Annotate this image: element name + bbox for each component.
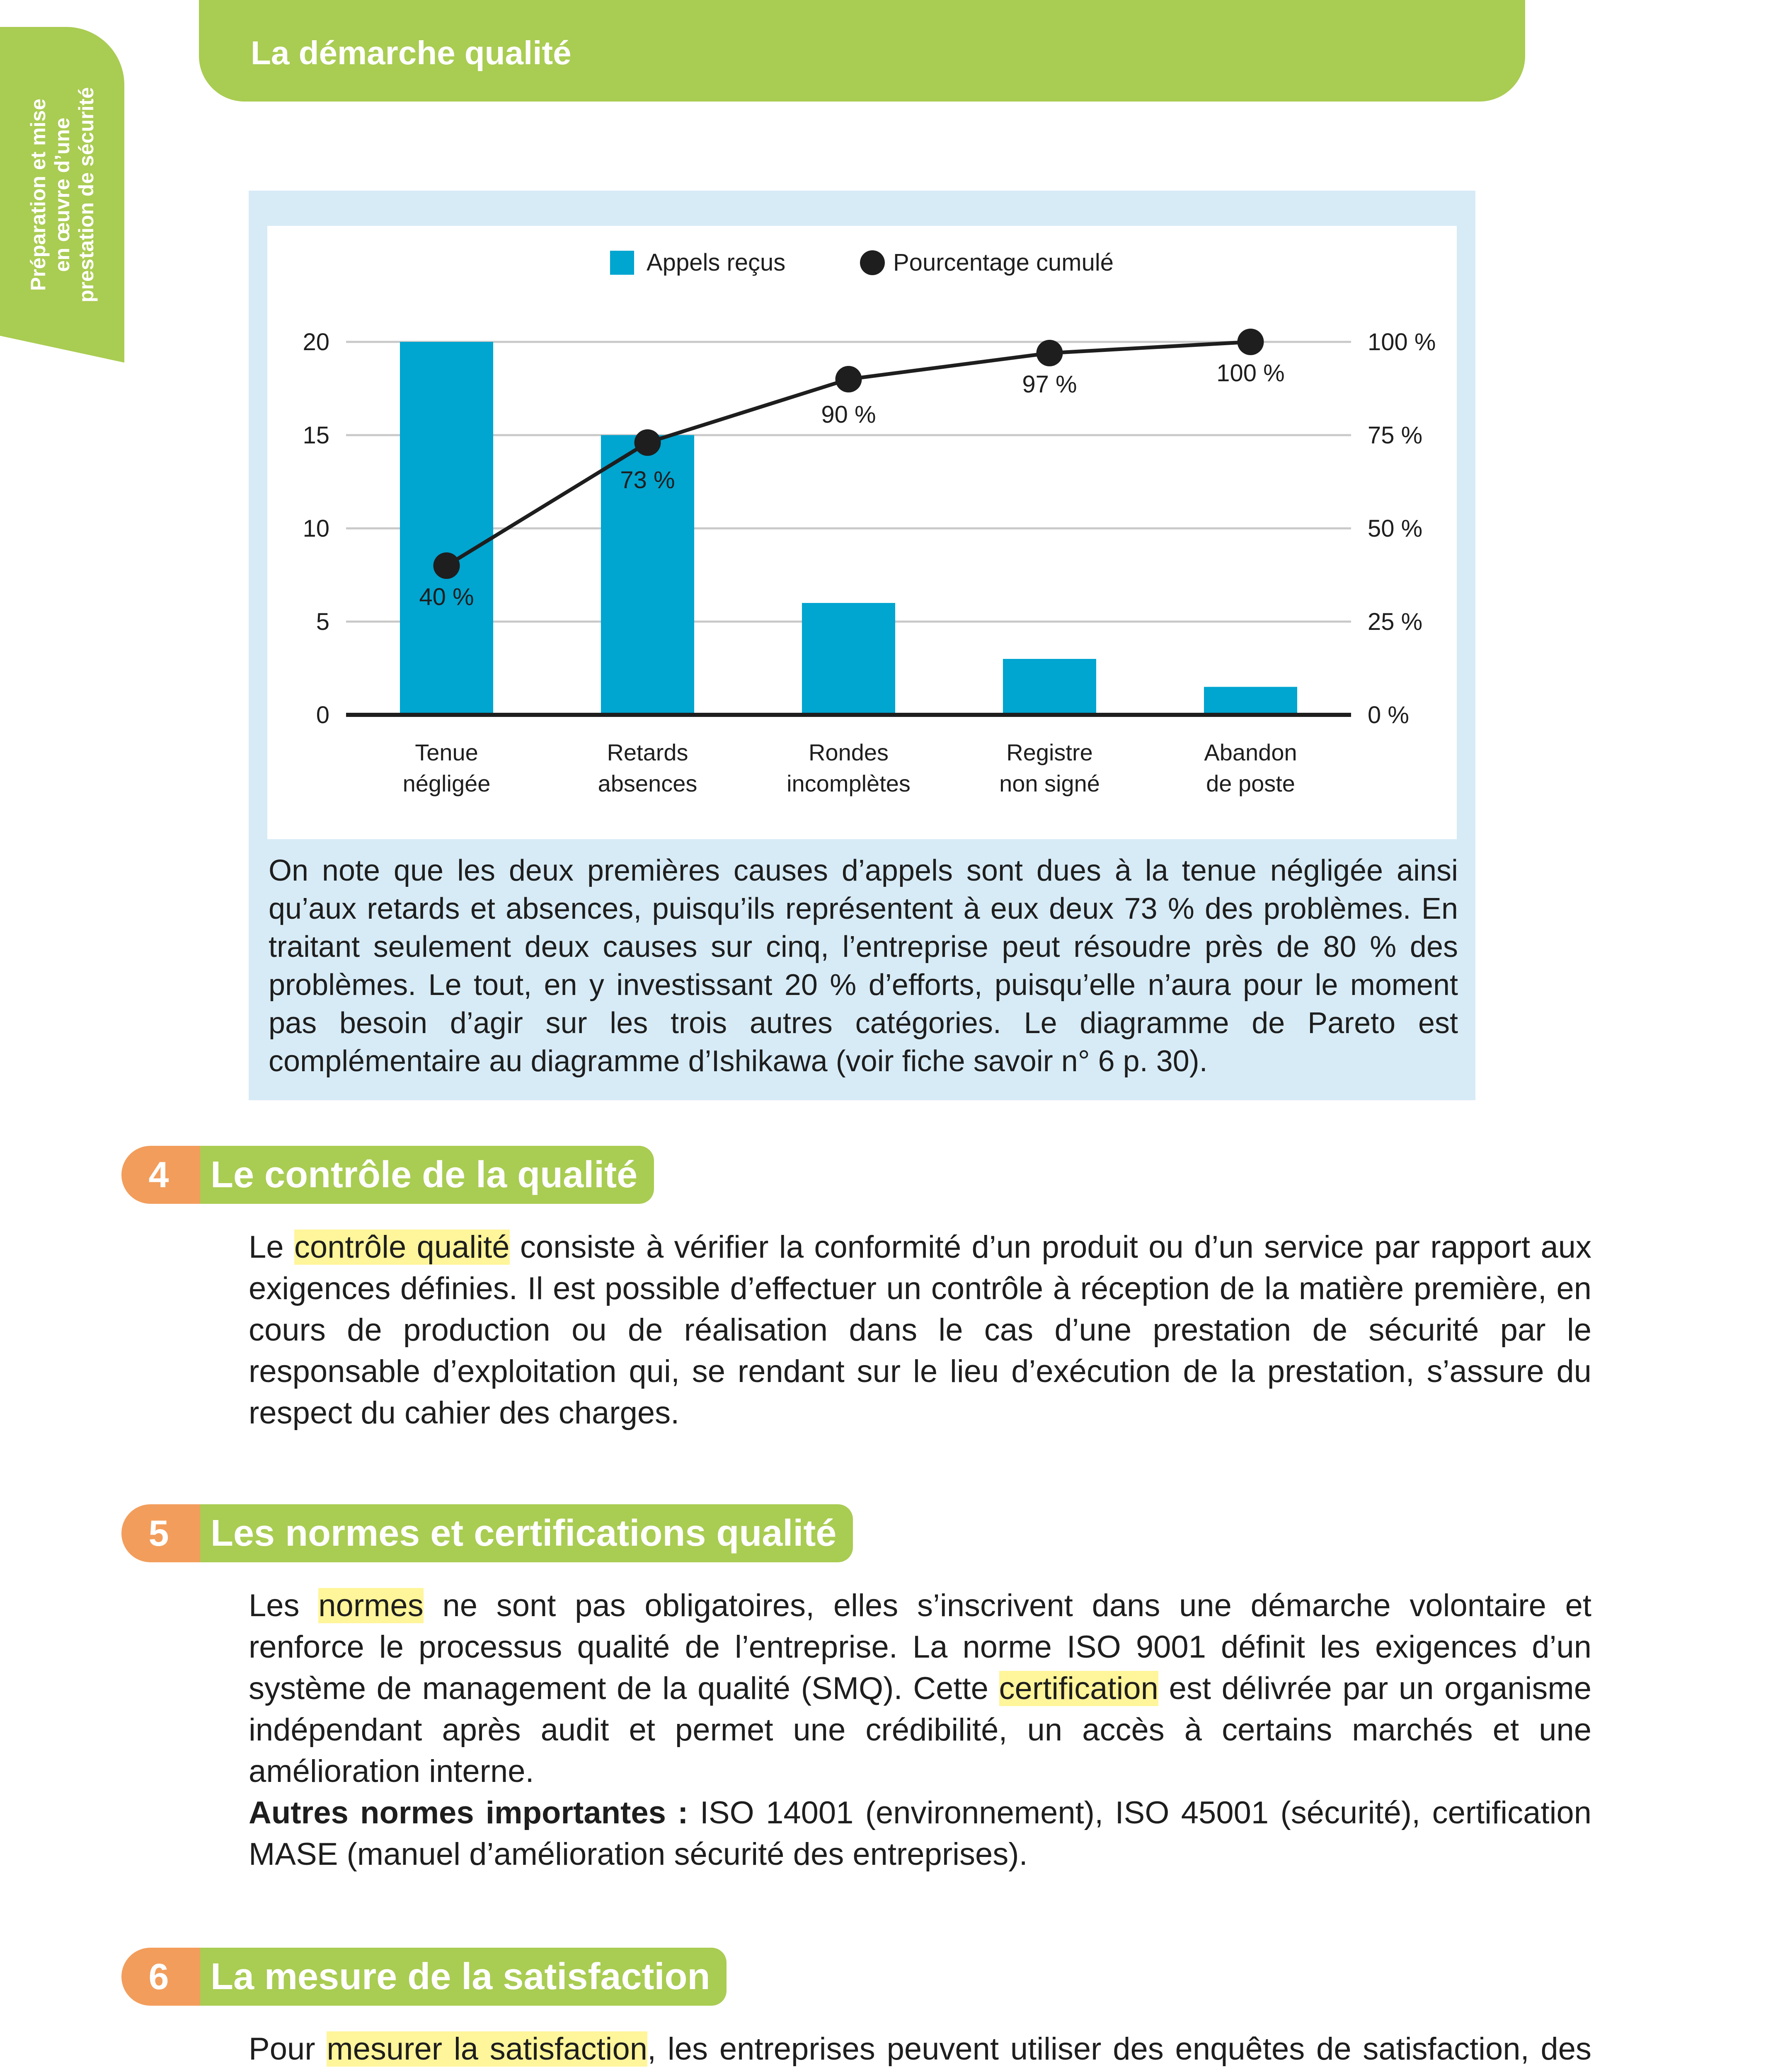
side-tab-line: en œuvre d’une [51,117,74,272]
keyword-highlight: normes [318,1588,424,1623]
section-title: Le contrôle de la qualité [211,1154,638,1196]
chart-area [267,226,1457,839]
pareto-chart [267,226,1457,839]
text: ISO 14001 (environnement), ISO 45001 (sécurité), certification MASE (manuel d’amélioration sécurité des entreprises). [249,1795,1591,1872]
section-number: 4 [121,1146,200,1204]
y-left-tick-label: 10 [303,515,329,542]
legend-line-swatch [860,250,885,275]
x-tick-label: Retards [607,739,688,765]
section-4-paragraph [249,1227,1591,1434]
x-tick-label: absences [598,770,698,796]
x-tick-label: Registre [1006,739,1093,765]
y-left-tick-label: 5 [316,608,329,635]
bar [1204,687,1297,715]
section-title: La mesure de la satisfaction [211,1956,710,1997]
section-6-paragraph [249,2028,1591,2072]
data-label: 100 % [1216,360,1285,387]
x-tick-label: de poste [1206,770,1295,796]
cumulative-point [635,429,661,456]
y-right-tick-label: 0 % [1368,702,1409,729]
y-left-tick-label: 0 [316,702,329,729]
section-5-paragraph [249,1585,1591,1875]
text: ne sont pas obligatoires, elles s’inscrivent dans une démarche volontaire et renforce le processus qualité de l’entreprise. La norme ISO 9001 définit les exigences d’un système de management de la qualité (SMQ). Cette [249,1588,1591,1706]
data-label: 40 % [419,583,474,610]
y-right-tick-label: 25 % [1368,608,1423,635]
text: est délivrée par un organisme indépendant après audit et permet une crédibilité, un accès à certains marchés et une amélioration interne. [249,1671,1591,1789]
x-tick-label: négligée [402,770,491,796]
section-4-heading [148,1146,654,1204]
bar [1003,659,1096,715]
x-tick-label: non signé [999,770,1100,796]
y-right-tick-label: 100 % [1368,329,1436,356]
data-label: 97 % [1022,371,1077,398]
section-number: 5 [121,1504,200,1562]
text: Les [249,1588,319,1623]
data-label: 90 % [821,401,876,428]
x-tick-label: Abandon [1204,739,1297,765]
bold-label: Autres normes importantes : [249,1795,688,1830]
keyword-highlight: certification [999,1671,1158,1706]
section-title: Les normes et certifications qualité [211,1512,837,1554]
cumulative-point [1238,329,1264,355]
pareto-figure [249,191,1475,1100]
text: Pour [249,2031,327,2067]
chapter-title: La démarche qualité [251,34,572,71]
keyword-highlight: mesurer la satisfaction [327,2031,647,2067]
legend-bar-label: Appels reçus [647,249,786,276]
side-tab-line: Préparation et mise [27,98,50,291]
side-tab-line: prestation de sécurité [75,87,98,303]
y-left-tick-label: 15 [303,422,329,449]
x-tick-label: Tenue [415,739,478,765]
data-label: 73 % [620,467,675,494]
section-6-heading [148,1948,727,2006]
y-right-tick-label: 75 % [1368,422,1423,449]
keyword-highlight: contrôle qualité [294,1230,510,1265]
section-number: 6 [121,1948,200,2006]
y-right-tick-label: 50 % [1368,515,1423,542]
side-tab-text [26,50,98,340]
legend-bar-swatch [610,251,634,275]
cumulative-point [434,552,460,579]
y-left-tick-label: 20 [303,329,329,356]
bar [802,603,895,715]
text: consiste à vérifier la conformité d’un produit ou d’un service par rapport aux exigences définies. Il est possible d’effectuer un contrôle à réception de la matière première, en cours de production ou de réalisation dans le cas d’une prestation de sécurité par le responsable d’exploitation qui, se rendant sur le lieu d’exécution de la prestation, s’assure du respect du cahier des charges. [249,1230,1591,1431]
cumulative-point [836,366,862,392]
text: , les entreprises peuvent utiliser des enquêtes de satisfaction, des [647,2031,1592,2067]
bar [400,342,493,715]
x-tick-label: incomplètes [787,770,911,796]
header-bar [199,0,1525,102]
legend-line-label: Pourcentage cumulé [893,249,1114,276]
chart-caption: On note que les deux premières causes d’appels sont dues à la tenue négligée ainsi qu’aux retards et absences, puisqu’ils représentent à eux deux 73 % des problèmes. En traitant seulement deux causes sur cinq, l’entreprise peut résoudre près de 80 % des problèmes. Le tout, en y investissant 20 % d’efforts, puisqu’elle n’aura pour le moment pas besoin d’agir sur les trois autres catégories. Le diagramme de Pareto est complémentaire au diagramme d’Ishikawa (voir fiche savoir n° 6 p. 30). [269,854,1458,1078]
x-tick-label: Rondes [808,739,889,765]
text: Le [249,1230,294,1265]
section-5-heading [148,1504,853,1562]
cumulative-point [1037,340,1063,366]
